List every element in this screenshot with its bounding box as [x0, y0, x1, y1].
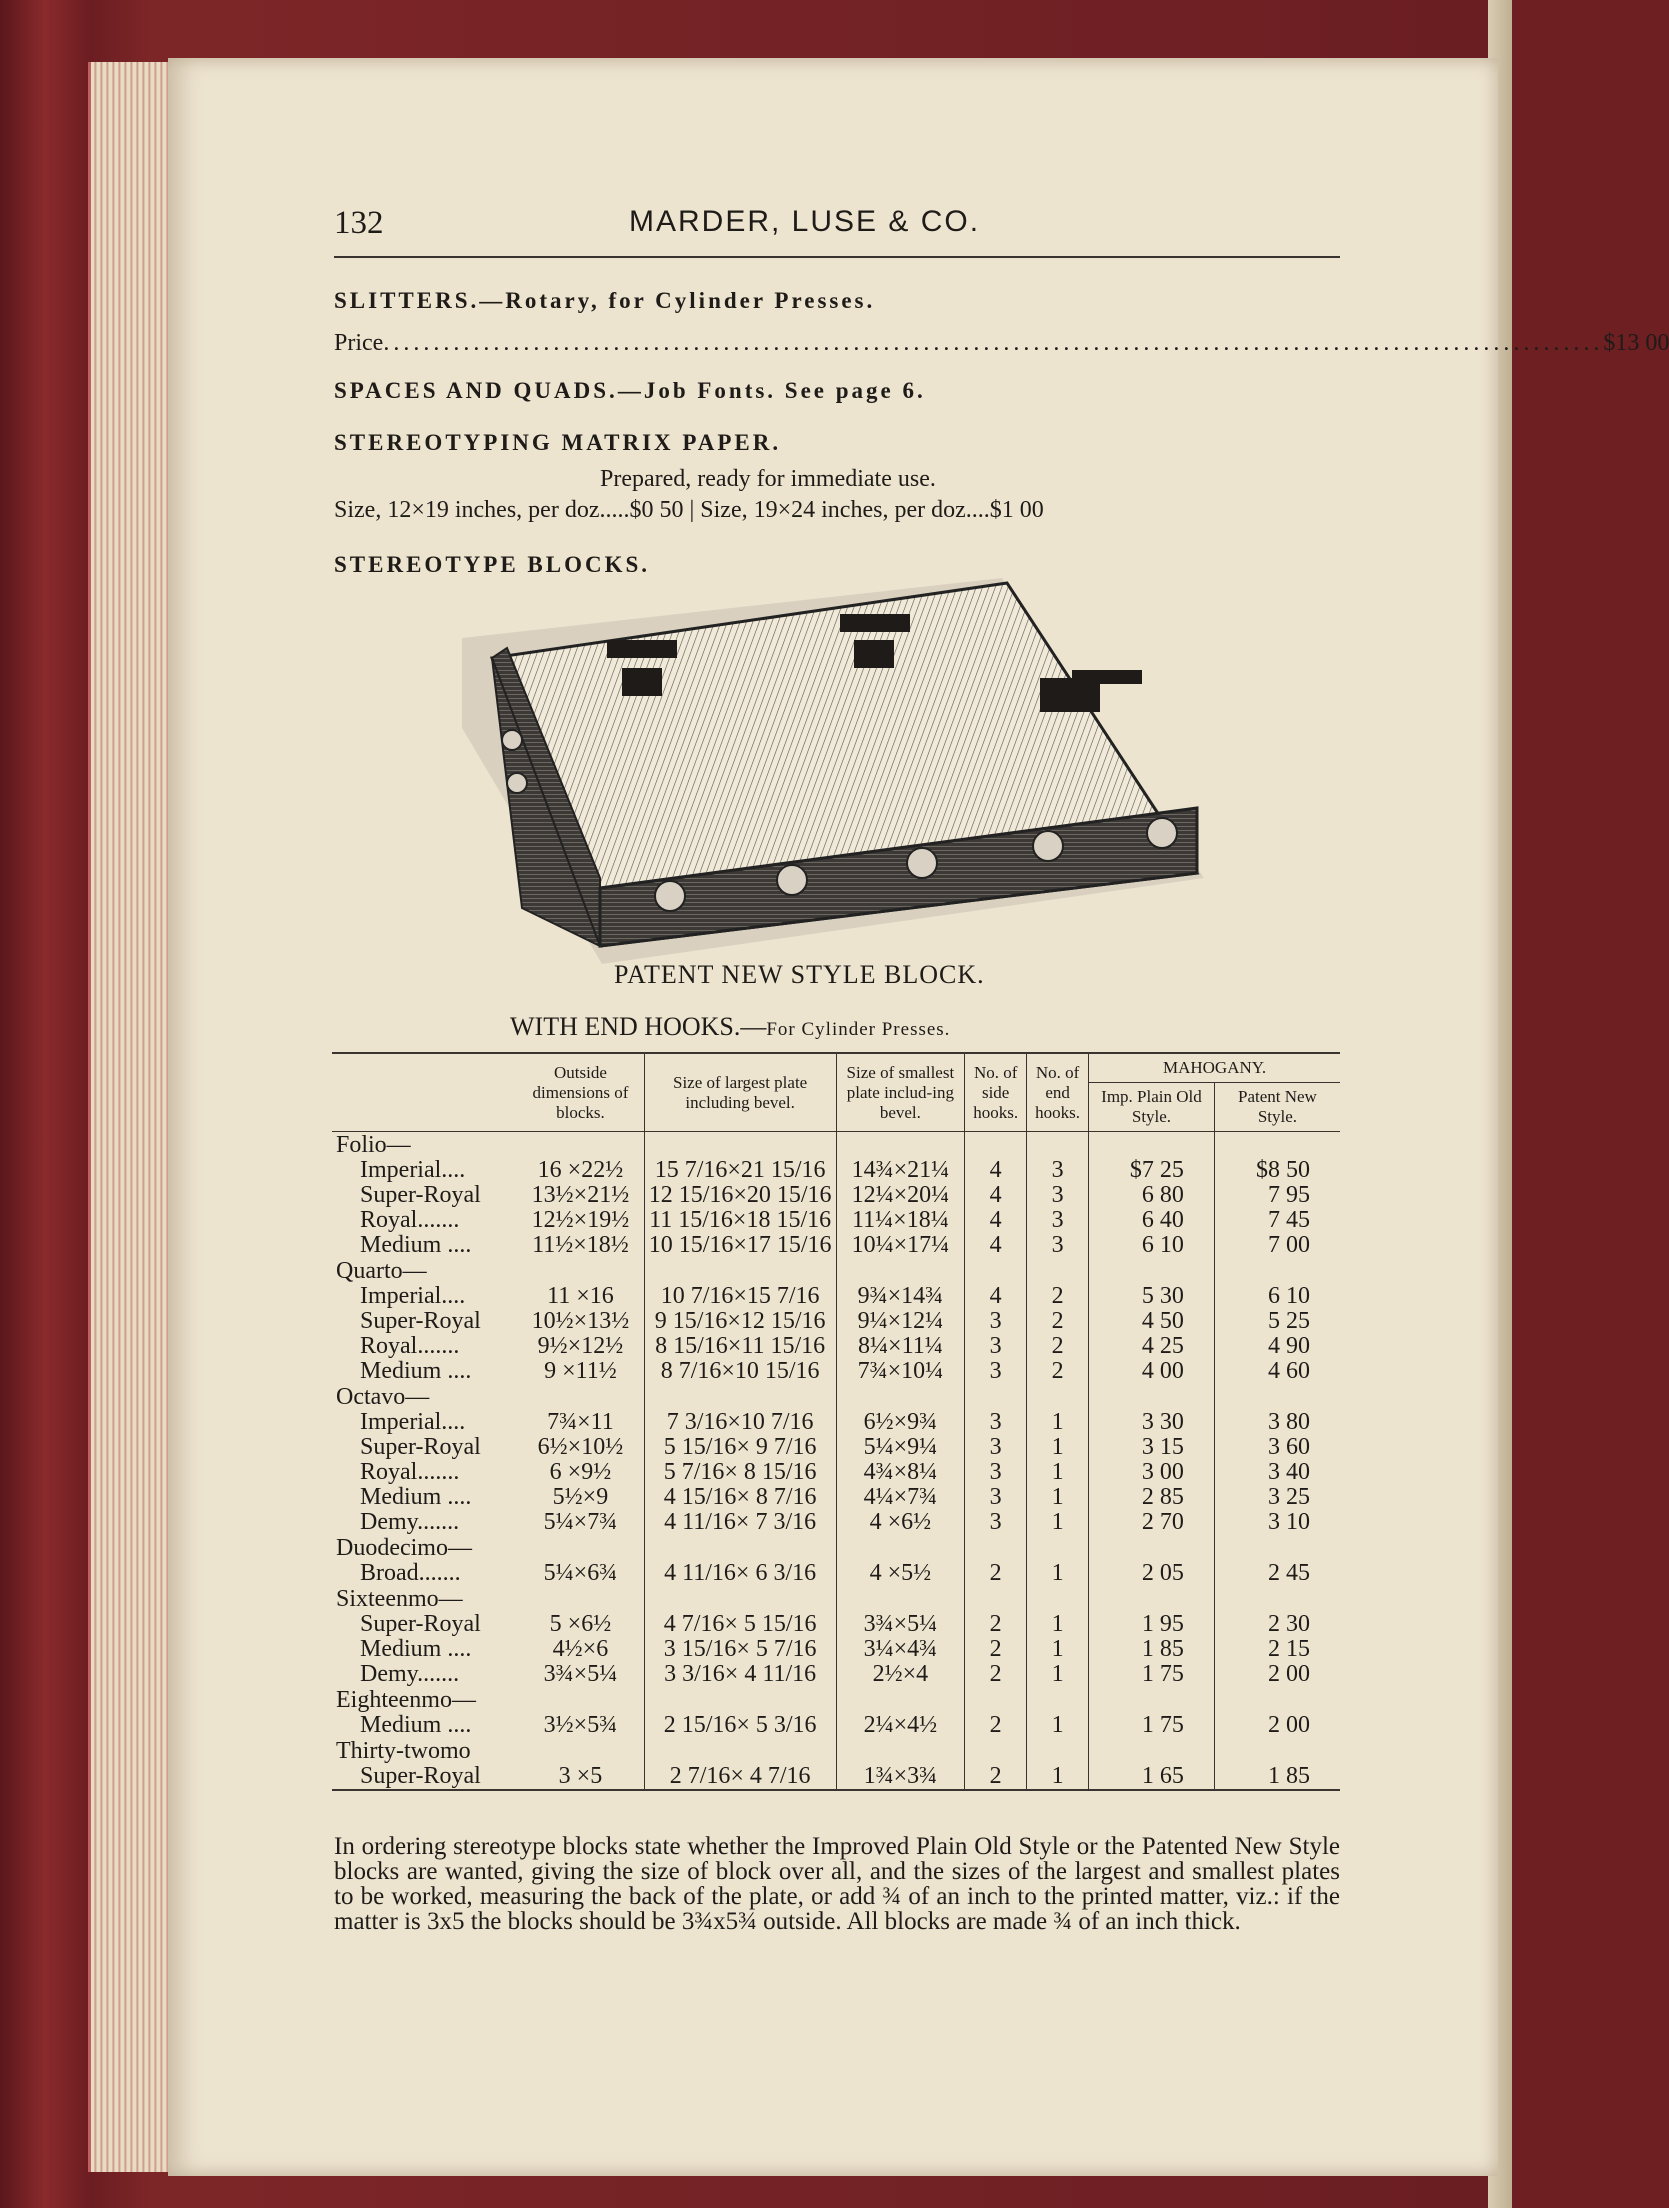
cell-outside — [517, 1586, 644, 1612]
cell-patent-new: 3 80 — [1268, 1409, 1310, 1435]
cell-side-hooks: 3 — [965, 1435, 1027, 1460]
cell-patent-new — [1214, 1384, 1340, 1410]
blocks-heading: STEREOTYPE BLOCKS. — [334, 552, 651, 577]
table-body — [332, 1132, 1340, 1791]
cell-end-hooks: 1 — [1027, 1410, 1089, 1435]
cell-side-hooks: 2 — [965, 1662, 1027, 1687]
cell-outside: 10½×13½ — [517, 1309, 644, 1334]
cell-side-hooks: 3 — [965, 1334, 1027, 1359]
cell-smallest: 9¼×12¼ — [836, 1309, 965, 1334]
table-row — [332, 1334, 1340, 1359]
table-group-row — [332, 1384, 1340, 1410]
cell-outside: 16 ×22½ — [517, 1158, 644, 1183]
cell-patent-new: 3 40 — [1268, 1459, 1310, 1485]
cell-end-hooks — [1027, 1738, 1089, 1764]
stereotype-block-illustration — [462, 578, 1204, 966]
cell-outside: 6 ×9½ — [517, 1460, 644, 1485]
cell-patent-new — [1214, 1687, 1340, 1713]
cell-smallest: 10¼×17¼ — [836, 1233, 965, 1258]
cell-imp-plain — [1089, 1738, 1215, 1764]
cell-side-hooks: 2 — [965, 1713, 1027, 1738]
cell-end-hooks: 1 — [1027, 1561, 1089, 1586]
cell-outside: 3½×5¾ — [517, 1713, 644, 1738]
table-row — [332, 1309, 1340, 1334]
row-label: Medium .... — [360, 1712, 472, 1738]
cell-end-hooks: 1 — [1027, 1764, 1089, 1790]
slitters-desc: —Rotary, for Cylinder Presses. — [479, 288, 876, 313]
cell-largest: 7 3/16×10 7/16 — [644, 1410, 836, 1435]
cell-side-hooks: 4 — [965, 1208, 1027, 1233]
cell-imp-plain — [1089, 1687, 1215, 1713]
cell-smallest: 3¾×5¼ — [836, 1612, 965, 1637]
cell-patent-new — [1214, 1586, 1340, 1612]
price-value: $13 00 — [1603, 330, 1669, 356]
cell-smallest: 4¾×8¼ — [836, 1460, 965, 1485]
row-label: Thirty-twomo — [336, 1737, 471, 1764]
cell-end-hooks: 3 — [1027, 1233, 1089, 1258]
cell-imp-plain — [1089, 1586, 1215, 1612]
cell-smallest: 4 ×5½ — [836, 1561, 965, 1586]
table-row — [332, 1435, 1340, 1460]
cell-patent-new — [1214, 1738, 1340, 1764]
cell-outside: 5 ×6½ — [517, 1612, 644, 1637]
cell-patent-new: 3 60 — [1268, 1434, 1310, 1460]
header-blank — [332, 1053, 517, 1132]
cell-largest: 11 15/16×18 15/16 — [644, 1208, 836, 1233]
cell-largest — [644, 1738, 836, 1764]
row-label: Super-Royal — [360, 1308, 481, 1334]
cell-smallest — [836, 1132, 965, 1159]
cell-end-hooks: 3 — [1027, 1183, 1089, 1208]
cell-largest — [644, 1384, 836, 1410]
cell-end-hooks: 1 — [1027, 1435, 1089, 1460]
row-label: Imperial.... — [360, 1409, 466, 1435]
cell-outside: 9 ×11½ — [517, 1359, 644, 1384]
cell-patent-new: $8 50 — [1256, 1157, 1310, 1183]
table-title-smallcaps: For Cylinder Presses. — [766, 1019, 951, 1040]
header-imp-plain: Imp. Plain Old Style. — [1089, 1083, 1215, 1132]
cell-side-hooks: 2 — [965, 1637, 1027, 1662]
cell-largest: 4 7/16× 5 15/16 — [644, 1612, 836, 1637]
cell-largest — [644, 1586, 836, 1612]
cell-largest: 15 7/16×21 15/16 — [644, 1158, 836, 1183]
cell-largest: 9 15/16×12 15/16 — [644, 1309, 836, 1334]
cell-imp-plain: 1 85 — [1089, 1637, 1215, 1662]
cell-imp-plain: $7 25 — [1089, 1158, 1215, 1183]
cell-imp-plain: 1 65 — [1089, 1764, 1215, 1790]
cell-side-hooks: 2 — [965, 1612, 1027, 1637]
cell-imp-plain: 6 10 — [1089, 1233, 1215, 1258]
cell-end-hooks: 2 — [1027, 1309, 1089, 1334]
cell-outside: 3¾×5¼ — [517, 1662, 644, 1687]
table-row — [332, 1410, 1340, 1435]
cell-largest: 8 15/16×11 15/16 — [644, 1334, 836, 1359]
cell-largest: 3 3/16× 4 11/16 — [644, 1662, 836, 1687]
slitters-heading: SLITTERS. — [334, 288, 480, 313]
header-side-hooks: No. of side hooks. — [965, 1053, 1027, 1132]
cell-outside: 7¾×11 — [517, 1410, 644, 1435]
cell-imp-plain — [1089, 1535, 1215, 1561]
cell-largest — [644, 1132, 836, 1159]
cell-side-hooks: 3 — [965, 1309, 1027, 1334]
cell-smallest — [836, 1586, 965, 1612]
table-row — [332, 1208, 1340, 1233]
cell-outside: 11 ×16 — [517, 1284, 644, 1309]
cell-side-hooks: 2 — [965, 1764, 1027, 1790]
cell-side-hooks: 3 — [965, 1359, 1027, 1384]
price-leader-dots: .......................................................................................................................... — [383, 330, 1604, 356]
row-label: Sixteenmo— — [336, 1585, 463, 1612]
cell-imp-plain — [1089, 1384, 1215, 1410]
cell-end-hooks — [1027, 1535, 1089, 1561]
cell-imp-plain: 3 00 — [1089, 1460, 1215, 1485]
cell-end-hooks: 2 — [1027, 1284, 1089, 1309]
cell-patent-new: 5 25 — [1268, 1308, 1310, 1334]
matrix-heading: STEREOTYPING MATRIX PAPER. — [334, 430, 782, 455]
page-number: 132 — [334, 205, 384, 241]
cell-smallest — [836, 1738, 965, 1764]
cell-outside — [517, 1535, 644, 1561]
row-label: Eighteenmo— — [336, 1686, 476, 1713]
page-edges — [88, 62, 173, 2172]
illustration-caption: PATENT NEW STYLE BLOCK. — [614, 960, 985, 989]
cell-patent-new: 2 00 — [1268, 1712, 1310, 1738]
spaces-heading: SPACES AND QUADS. — [334, 378, 618, 403]
row-label: Medium .... — [360, 1232, 472, 1258]
cell-patent-new: 3 10 — [1268, 1509, 1310, 1535]
cell-imp-plain: 1 75 — [1089, 1713, 1215, 1738]
cell-end-hooks — [1027, 1132, 1089, 1159]
cell-end-hooks: 1 — [1027, 1485, 1089, 1510]
cell-outside: 3 ×5 — [517, 1764, 644, 1790]
cell-end-hooks: 3 — [1027, 1158, 1089, 1183]
cell-side-hooks: 4 — [965, 1233, 1027, 1258]
table-row — [332, 1158, 1340, 1183]
cell-side-hooks: 4 — [965, 1183, 1027, 1208]
cell-outside: 13½×21½ — [517, 1183, 644, 1208]
table-title-main: WITH END HOOKS.— — [510, 1012, 767, 1041]
cell-smallest — [836, 1384, 965, 1410]
row-label: Royal....... — [360, 1207, 460, 1233]
table-group-row — [332, 1132, 1340, 1159]
cell-largest: 4 11/16× 7 3/16 — [644, 1510, 836, 1535]
price-label: Price — [334, 330, 384, 356]
cell-imp-plain: 2 85 — [1089, 1485, 1215, 1510]
cell-side-hooks — [965, 1384, 1027, 1410]
cell-smallest: 6½×9¾ — [836, 1410, 965, 1435]
table-title — [510, 1012, 950, 1042]
table-row — [332, 1510, 1340, 1535]
cell-largest — [644, 1687, 836, 1713]
cell-end-hooks — [1027, 1258, 1089, 1284]
cell-end-hooks: 1 — [1027, 1713, 1089, 1738]
table-row — [332, 1183, 1340, 1208]
cell-outside — [517, 1738, 644, 1764]
matrix-size-line: Size, 12×19 inches, per doz.....$0 50 | Size, 19×24 inches, per doz....$1 00 — [334, 497, 1044, 523]
cell-outside: 4½×6 — [517, 1637, 644, 1662]
cell-end-hooks — [1027, 1586, 1089, 1612]
cell-outside: 11½×18½ — [517, 1233, 644, 1258]
cell-outside — [517, 1384, 644, 1410]
cell-side-hooks: 2 — [965, 1561, 1027, 1586]
header-outside-dimensions: Outside dimensions of blocks. — [517, 1053, 644, 1132]
cell-end-hooks — [1027, 1687, 1089, 1713]
cell-patent-new: 2 00 — [1268, 1661, 1310, 1687]
matrix-prepared: Prepared, ready for immediate use. — [600, 466, 936, 492]
cell-smallest: 11¼×18¼ — [836, 1208, 965, 1233]
row-label: Quarto— — [336, 1257, 427, 1284]
cell-patent-new: 3 25 — [1268, 1484, 1310, 1510]
cell-patent-new: 2 30 — [1268, 1611, 1310, 1637]
row-label: Broad....... — [360, 1560, 461, 1586]
cell-end-hooks: 1 — [1027, 1460, 1089, 1485]
cell-patent-new: 2 45 — [1268, 1560, 1310, 1586]
row-label: Super-Royal — [332, 1764, 517, 1790]
cell-smallest: 4 ×6½ — [836, 1510, 965, 1535]
cell-imp-plain: 2 70 — [1089, 1510, 1215, 1535]
cell-side-hooks: 3 — [965, 1485, 1027, 1510]
header-end-hooks: No. of end hooks. — [1027, 1053, 1089, 1132]
cell-patent-new — [1214, 1258, 1340, 1284]
row-label: Medium .... — [360, 1484, 472, 1510]
cell-imp-plain: 6 80 — [1089, 1183, 1215, 1208]
cell-end-hooks: 1 — [1027, 1637, 1089, 1662]
cell-side-hooks — [965, 1132, 1027, 1159]
cell-patent-new: 7 95 — [1268, 1182, 1310, 1208]
cell-largest: 2 7/16× 4 7/16 — [644, 1764, 836, 1790]
header-mahogany: MAHOGANY. — [1089, 1053, 1340, 1083]
cell-imp-plain: 4 25 — [1089, 1334, 1215, 1359]
cell-end-hooks: 3 — [1027, 1208, 1089, 1233]
cell-smallest: 1¾×3¾ — [836, 1764, 965, 1790]
cell-outside: 5¼×7¾ — [517, 1510, 644, 1535]
table-row — [332, 1233, 1340, 1258]
row-label: Medium .... — [360, 1636, 472, 1662]
cell-imp-plain: 1 95 — [1089, 1612, 1215, 1637]
row-label: Demy....... — [360, 1661, 460, 1687]
cell-largest: 5 7/16× 8 15/16 — [644, 1460, 836, 1485]
cell-smallest: 12¼×20¼ — [836, 1183, 965, 1208]
cell-patent-new: 6 10 — [1268, 1283, 1310, 1309]
cell-imp-plain: 4 50 — [1089, 1309, 1215, 1334]
row-label: Royal....... — [360, 1333, 460, 1359]
cell-patent-new — [1214, 1535, 1340, 1561]
cell-side-hooks: 3 — [965, 1410, 1027, 1435]
cell-smallest: 3¼×4¾ — [836, 1637, 965, 1662]
cell-smallest: 9¾×14¾ — [836, 1284, 965, 1309]
spaces-entry — [334, 378, 926, 405]
cell-patent-new: 4 90 — [1268, 1333, 1310, 1359]
cell-smallest: 2½×4 — [836, 1662, 965, 1687]
spaces-desc: —Job Fonts. See page 6. — [617, 378, 926, 403]
cell-patent-new: 7 45 — [1268, 1207, 1310, 1233]
cell-patent-new: 7 00 — [1268, 1232, 1310, 1258]
cell-imp-plain: 5 30 — [1089, 1284, 1215, 1309]
table-group-row — [332, 1738, 1340, 1764]
row-label: Octavo— — [336, 1383, 430, 1410]
table-row — [332, 1637, 1340, 1662]
row-label: Royal....... — [360, 1459, 460, 1485]
price-line — [334, 330, 1669, 357]
cell-imp-plain: 6 40 — [1089, 1208, 1215, 1233]
cell-smallest — [836, 1535, 965, 1561]
table-row — [332, 1561, 1340, 1586]
cell-imp-plain: 1 75 — [1089, 1662, 1215, 1687]
cell-smallest: 8¼×11¼ — [836, 1334, 965, 1359]
cell-end-hooks: 1 — [1027, 1612, 1089, 1637]
cell-largest: 10 15/16×17 15/16 — [644, 1233, 836, 1258]
cell-smallest — [836, 1258, 965, 1284]
row-label: Imperial.... — [360, 1283, 466, 1309]
table-group-row — [332, 1258, 1340, 1284]
table-row — [332, 1662, 1340, 1687]
table-row — [332, 1764, 1340, 1790]
cell-end-hooks: 1 — [1027, 1662, 1089, 1687]
cell-imp-plain: 2 05 — [1089, 1561, 1215, 1586]
header-patent-new: Patent New Style. — [1214, 1083, 1340, 1132]
cell-outside — [517, 1258, 644, 1284]
cell-side-hooks — [965, 1687, 1027, 1713]
table-group-row — [332, 1687, 1340, 1713]
row-label: Super-Royal — [360, 1182, 481, 1208]
cell-imp-plain: 3 15 — [1089, 1435, 1215, 1460]
slitters-entry — [334, 288, 875, 315]
table-row — [332, 1460, 1340, 1485]
table-group-row — [332, 1535, 1340, 1561]
table-row — [332, 1713, 1340, 1738]
cell-smallest: 14¾×21¼ — [836, 1158, 965, 1183]
row-label: Demy....... — [360, 1509, 460, 1535]
cell-patent-new — [1214, 1132, 1340, 1159]
cell-imp-plain — [1089, 1132, 1215, 1159]
table-row — [332, 1284, 1340, 1309]
cell-side-hooks: 4 — [965, 1158, 1027, 1183]
cell-outside: 6½×10½ — [517, 1435, 644, 1460]
row-label: Super-Royal — [360, 1434, 481, 1460]
cell-largest: 5 15/16× 9 7/16 — [644, 1435, 836, 1460]
table-header-row — [332, 1053, 1340, 1083]
header-smallest-plate: Size of smallest plate includ-ing bevel. — [836, 1053, 965, 1132]
row-label: Super-Royal — [360, 1611, 481, 1637]
cell-largest — [644, 1258, 836, 1284]
header-largest-plate: Size of largest plate including bevel. — [644, 1053, 836, 1132]
table-row — [332, 1485, 1340, 1510]
ordering-note: In ordering stereotype blocks state whether the Improved Plain Old Style or the Patented New Style blocks are wanted, giving the size of block over all, and the sizes of the largest and smallest plates to be worked, measuring the back of the plate, or add ¾ of an inch to the printed matter, viz.: if the matter is 3x5 the blocks should be 3¾x5¾ outside. All blocks are made ¾ of an inch thick. — [334, 1833, 1340, 1935]
cell-side-hooks — [965, 1258, 1027, 1284]
cell-smallest — [836, 1687, 965, 1713]
cell-smallest: 7¾×10¼ — [836, 1359, 965, 1384]
cell-smallest: 4¼×7¾ — [836, 1485, 965, 1510]
cell-smallest: 2¼×4½ — [836, 1713, 965, 1738]
cell-outside — [517, 1687, 644, 1713]
cell-end-hooks: 1 — [1027, 1510, 1089, 1535]
row-label: Folio— — [336, 1131, 411, 1158]
cell-largest: 4 15/16× 8 7/16 — [644, 1485, 836, 1510]
row-label: Medium .... — [360, 1358, 472, 1384]
cell-largest: 2 15/16× 5 3/16 — [644, 1713, 836, 1738]
running-header: MARDER, LUSE & CO. — [629, 205, 981, 238]
cell-patent-new: 4 60 — [1268, 1358, 1310, 1384]
cell-side-hooks — [965, 1586, 1027, 1612]
row-label: Imperial.... — [360, 1157, 466, 1183]
cell-outside — [517, 1132, 644, 1159]
table-row — [332, 1612, 1340, 1637]
cell-largest: 12 15/16×20 15/16 — [644, 1183, 836, 1208]
stereotype-blocks-table — [332, 1052, 1340, 1791]
cell-outside: 9½×12½ — [517, 1334, 644, 1359]
cell-imp-plain — [1089, 1258, 1215, 1284]
cell-largest: 4 11/16× 6 3/16 — [644, 1561, 836, 1586]
cell-patent-new: 1 85 — [1214, 1764, 1340, 1790]
cell-imp-plain: 3 30 — [1089, 1410, 1215, 1435]
cell-end-hooks: 2 — [1027, 1334, 1089, 1359]
table-row — [332, 1359, 1340, 1384]
cell-side-hooks — [965, 1535, 1027, 1561]
cell-end-hooks: 2 — [1027, 1359, 1089, 1384]
cell-end-hooks — [1027, 1384, 1089, 1410]
row-label: Duodecimo— — [336, 1534, 472, 1561]
cell-outside: 12½×19½ — [517, 1208, 644, 1233]
cell-side-hooks — [965, 1738, 1027, 1764]
cell-outside: 5¼×6¾ — [517, 1561, 644, 1586]
cell-largest: 10 7/16×15 7/16 — [644, 1284, 836, 1309]
cell-largest: 3 15/16× 5 7/16 — [644, 1637, 836, 1662]
cell-largest — [644, 1535, 836, 1561]
cell-patent-new: 2 15 — [1268, 1636, 1310, 1662]
cell-side-hooks: 4 — [965, 1284, 1027, 1309]
cell-smallest: 5¼×9¼ — [836, 1435, 965, 1460]
cell-outside: 5½×9 — [517, 1485, 644, 1510]
cell-side-hooks: 3 — [965, 1510, 1027, 1535]
cell-side-hooks: 3 — [965, 1460, 1027, 1485]
header-rule — [334, 256, 1340, 258]
cell-largest: 8 7/16×10 15/16 — [644, 1359, 836, 1384]
table-group-row — [332, 1586, 1340, 1612]
cell-imp-plain: 4 00 — [1089, 1359, 1215, 1384]
